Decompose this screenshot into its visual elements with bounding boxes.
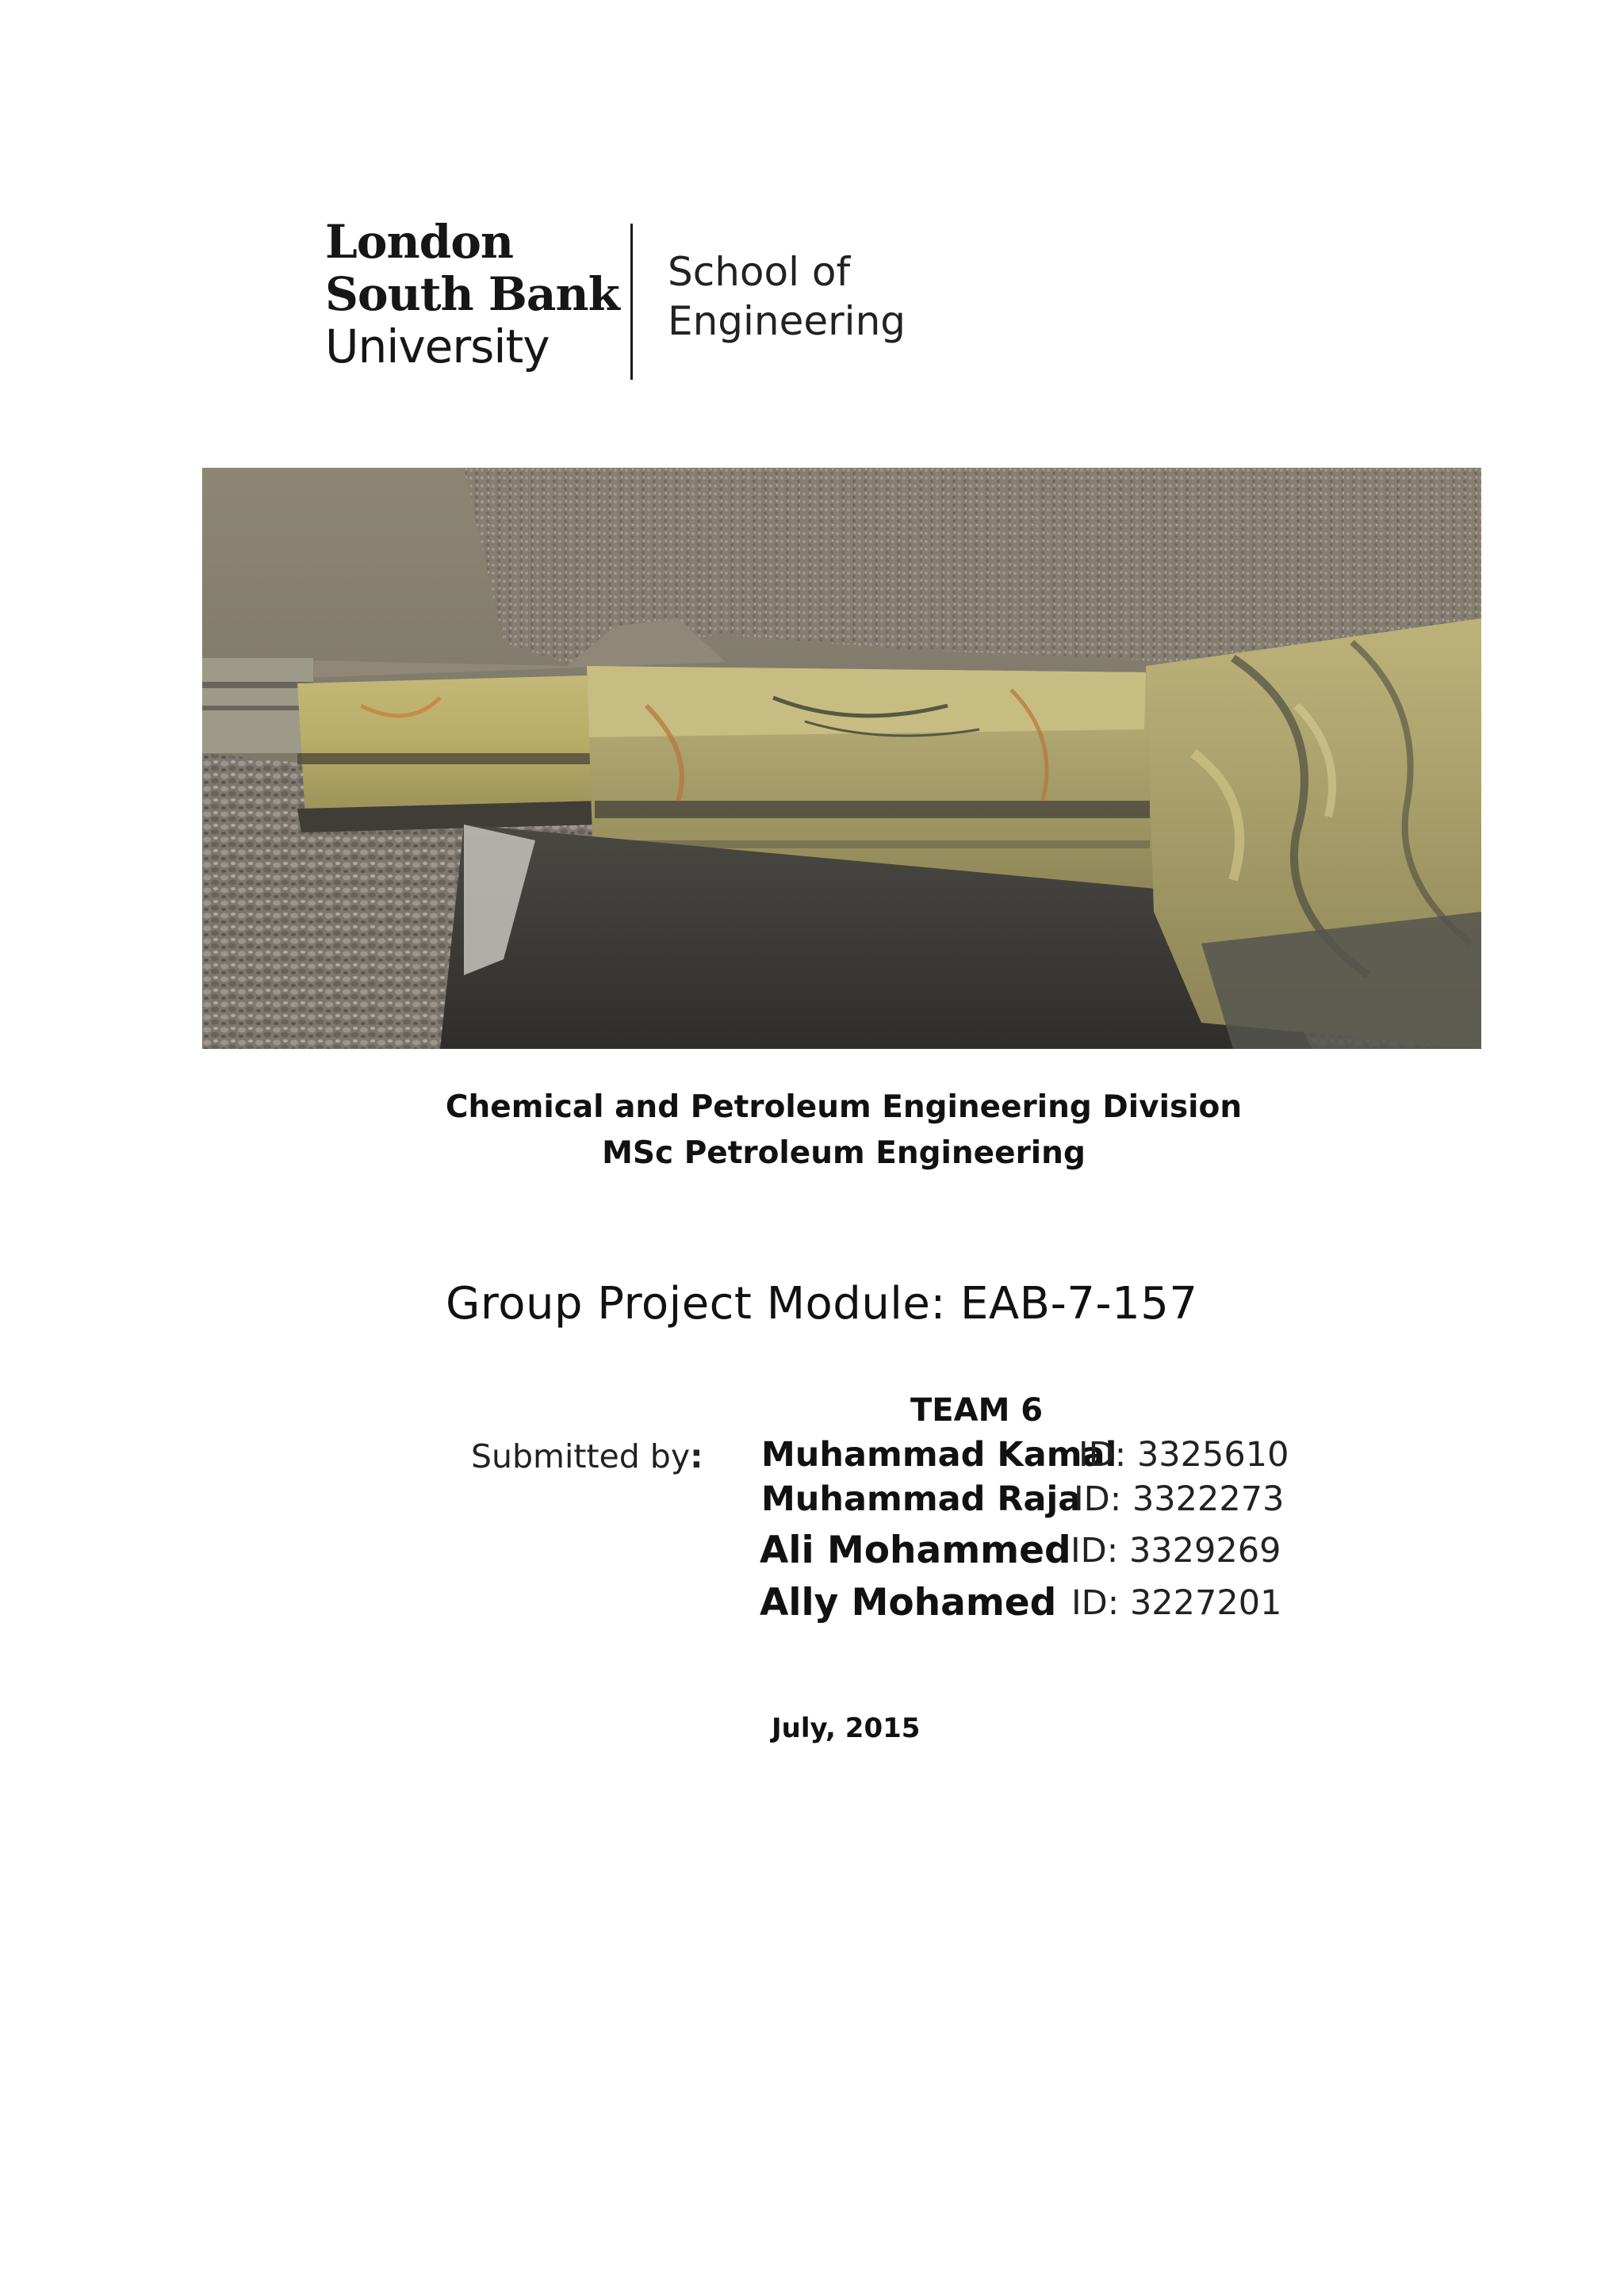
member-id: ID: 3329269 <box>1071 1531 1281 1571</box>
team-label: TEAM 6 <box>910 1392 1044 1429</box>
logo-text-university: University <box>325 320 550 373</box>
member-name: Ally Mohamed <box>760 1581 1057 1624</box>
school-line-2: Engineering <box>668 298 906 344</box>
logo-divider <box>630 224 633 380</box>
submission-date: July, 2015 <box>772 1712 921 1744</box>
division-name: Chemical and Petroleum Engineering Division <box>445 1089 1243 1125</box>
programme-name: MSc Petroleum Engineering <box>602 1135 1086 1171</box>
submitted-by-text: Submitted by <box>471 1437 691 1475</box>
member-id: ID: 3325610 <box>1078 1435 1289 1475</box>
rock-outcrop-image <box>202 468 1481 1049</box>
logo-text-south-bank: South Bank <box>325 267 619 321</box>
university-logo <box>325 216 619 373</box>
submitted-by-label <box>471 1437 703 1475</box>
division-heading <box>0 1085 1624 1177</box>
cover-photo-rock-outcrop <box>202 468 1481 1049</box>
submitted-by-colon: : <box>690 1437 703 1475</box>
school-name <box>668 247 906 346</box>
member-name: Ali Mohammed <box>760 1529 1071 1572</box>
member-name: Muhammad Kamal <box>761 1435 1117 1475</box>
logo-text-london: London <box>325 215 514 269</box>
school-line-1: School of <box>668 249 851 295</box>
member-id: ID: 3227201 <box>1071 1583 1282 1623</box>
module-title: Group Project Module: EAB-7-157 <box>446 1278 1198 1330</box>
member-name: Muhammad Raja <box>761 1479 1082 1519</box>
member-id: ID: 3322273 <box>1074 1479 1285 1519</box>
